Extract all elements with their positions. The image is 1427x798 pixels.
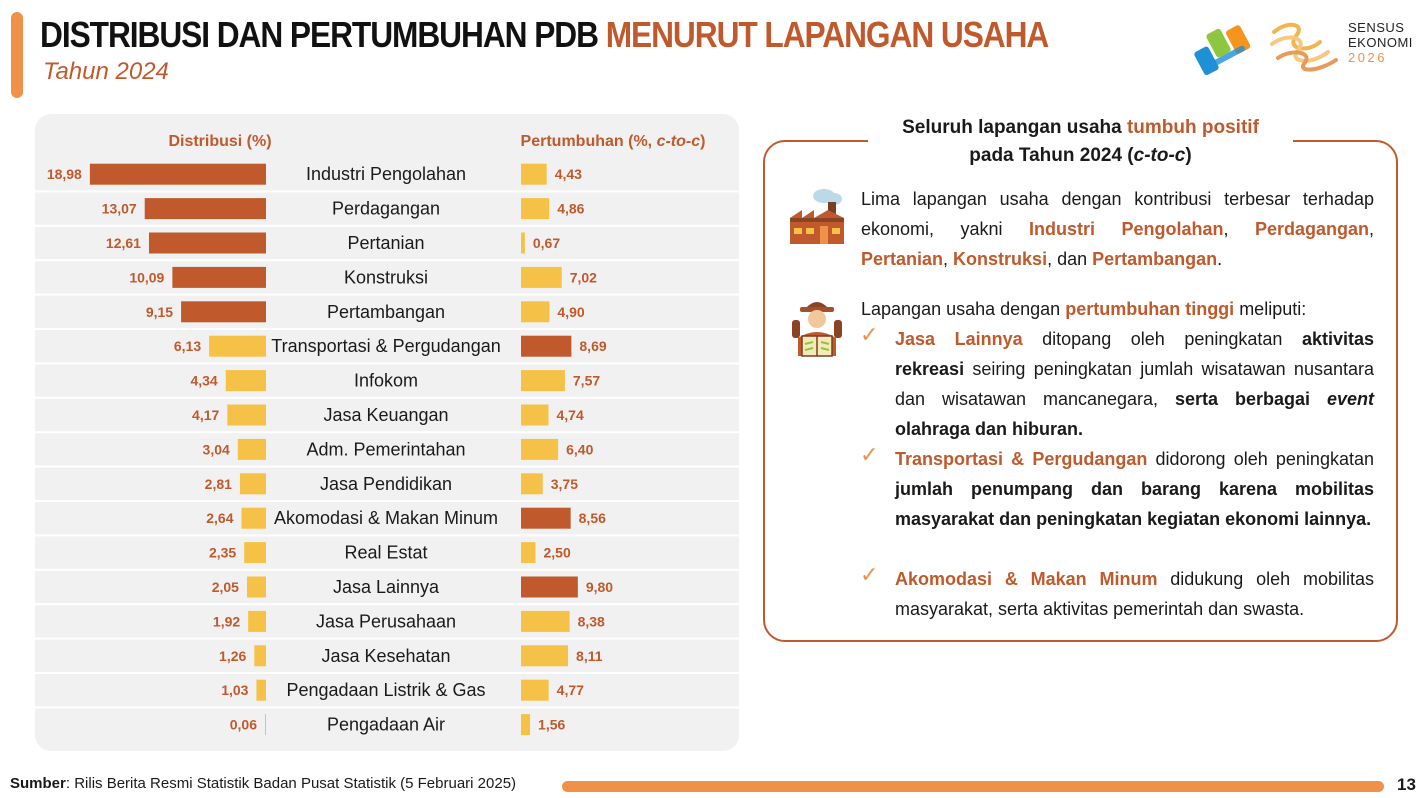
category-label: Jasa Keuangan xyxy=(323,405,449,425)
tourist-icon xyxy=(786,296,848,360)
distribution-bar xyxy=(90,164,266,185)
growth-value-label: 3,75 xyxy=(550,475,578,492)
growth-bar xyxy=(521,645,568,666)
category-label: Pertanian xyxy=(347,233,425,253)
row-divider xyxy=(35,362,739,364)
category-label: Konstruksi xyxy=(343,267,429,288)
bullet-transportasi: Transportasi & Pergudangan didorong oleh peningkatan jumlah penumpang dan barang karena mobilitas masyarakat dan peningkatan kegiatan ekonomi lainnya. xyxy=(895,449,1374,529)
growth-bar xyxy=(521,508,571,529)
page-title: DISTRIBUSI DAN PERTUMBUHAN PDB MENURUT LAPANGAN USAHA xyxy=(40,14,1049,55)
growth-value-label: 4,90 xyxy=(557,303,585,320)
distribution-bar xyxy=(149,233,266,254)
pdb-bar-chart xyxy=(35,114,739,751)
distribution-bar xyxy=(242,508,266,529)
distribution-value-label: 18,98 xyxy=(46,166,82,183)
growth-value-label: 1,56 xyxy=(538,716,566,733)
distribution-value-label: 1,26 xyxy=(219,647,247,664)
row-divider xyxy=(35,259,739,261)
page-number: 13 xyxy=(1397,775,1416,794)
sensus-ekonomi-logo xyxy=(1188,14,1418,76)
category-label: Pertambangan xyxy=(326,301,446,322)
distribution-bar xyxy=(247,577,266,598)
bullet-akomodasi: Akomodasi & Makan Minum didukung oleh mobilitas masyarakat, serta aktivitas pemerintah dan swasta. xyxy=(895,569,1374,619)
distribution-value-label: 1,03 xyxy=(221,682,249,699)
distribution-value-label: 0,06 xyxy=(229,716,257,733)
growth-bar xyxy=(521,439,558,460)
growth-bar xyxy=(521,714,530,735)
row-divider xyxy=(35,603,739,605)
growth-bar xyxy=(521,301,549,322)
title-accent-bar xyxy=(11,12,23,98)
distribution-bar xyxy=(226,370,266,391)
distribution-bar xyxy=(244,542,266,563)
growth-value-label: 7,57 xyxy=(572,372,601,389)
growth-bar xyxy=(521,473,543,494)
distribution-bar xyxy=(209,336,266,357)
growth-value-label: 8,69 xyxy=(579,338,607,355)
bullet-jasa-lainnya: Jasa Lainnya ditopang oleh peningkatan aktivitas rekreasi seiring peningkatan jumlah wisatawan nusantara dan wisatawan mancanegara, serta berbagai event olahraga dan hiburan. xyxy=(895,329,1375,439)
row-divider xyxy=(35,706,739,708)
check-icon: ✓ xyxy=(860,322,879,347)
row-divider xyxy=(35,431,739,433)
chart-panel xyxy=(35,114,739,751)
distribution-bar xyxy=(265,714,266,735)
check-icon: ✓ xyxy=(860,442,879,467)
distribution-bar xyxy=(256,680,266,701)
row-divider xyxy=(35,672,739,674)
growth-bar xyxy=(521,370,565,391)
growth-bar xyxy=(521,680,549,701)
source-note: Sumber: Rilis Berita Resmi Statistik Badan Pusat Statistik (5 Februari 2025) xyxy=(10,775,517,792)
growth-bar xyxy=(521,336,571,357)
row-divider xyxy=(35,190,739,192)
category-label: Jasa Perusahaan xyxy=(315,611,457,632)
distribution-bar xyxy=(145,198,266,219)
distribution-value-label: 6,13 xyxy=(173,338,202,355)
category-label: Real Estat xyxy=(344,542,428,563)
distribution-bar xyxy=(172,267,266,288)
distribution-value-label: 9,15 xyxy=(145,303,174,320)
info-box-title: Seluruh lapangan usaha tumbuh positif pada Tahun 2024 (c-to-c) xyxy=(868,114,1293,170)
distribution-value-label: 2,05 xyxy=(211,579,239,595)
row-divider xyxy=(35,466,739,468)
distribution-bar xyxy=(238,439,266,460)
category-label: Pengadaan Listrik & Gas xyxy=(286,680,486,701)
bps-logo-icon xyxy=(1188,14,1348,76)
growth-value-label: 4,43 xyxy=(554,166,582,183)
growth-bar xyxy=(521,267,562,288)
growth-value-label: 9,80 xyxy=(585,579,614,595)
category-label: Transportasi & Pergudangan xyxy=(271,336,501,357)
logo-line-sensus: SENSUS xyxy=(1348,20,1405,35)
growth-bar xyxy=(521,405,548,426)
category-label: Adm. Pemerintahan xyxy=(306,439,466,460)
growth-value-label: 8,56 xyxy=(578,510,606,527)
growth-value-label: 8,11 xyxy=(576,647,603,664)
category-label: Industri Pengolahan xyxy=(305,164,467,185)
growth-value-label: 8,38 xyxy=(577,613,605,630)
growth-value-label: 4,77 xyxy=(556,682,584,699)
growth-bar xyxy=(521,611,570,632)
row-divider xyxy=(35,569,739,571)
paragraph-high-growth-intro: Lapangan usaha dengan pertumbuhan tinggi meliputi: xyxy=(861,299,1307,319)
page-subtitle: Tahun 2024 xyxy=(43,58,169,85)
growth-value-label: 0,67 xyxy=(532,235,561,251)
growth-bar xyxy=(521,577,578,598)
row-divider xyxy=(35,534,739,536)
category-label: Pengadaan Air xyxy=(326,714,446,735)
row-divider xyxy=(35,638,739,640)
growth-value-label: 6,40 xyxy=(566,441,594,458)
distribution-value-label: 4,34 xyxy=(190,372,218,389)
distribution-value-label: 10,09 xyxy=(129,269,165,286)
category-label: Akomodasi & Makan Minum xyxy=(273,508,499,529)
distribution-value-label: 2,81 xyxy=(204,475,232,492)
factory-icon xyxy=(786,186,848,248)
paragraph-top-contributors: Lima lapangan usaha dengan kontribusi terbesar terhadap ekonomi, yakni Industri Pengolahan, Perdagangan, Pertanian, Konstruksi, dan Pertambangan. xyxy=(861,189,1374,269)
distribution-value-label: 13,07 xyxy=(101,200,137,217)
growth-value-label: 7,02 xyxy=(569,269,597,286)
check-icon: ✓ xyxy=(860,562,879,587)
row-divider xyxy=(35,328,739,330)
distribution-value-label: 4,17 xyxy=(192,407,220,423)
distribution-value-label: 1,92 xyxy=(212,613,241,630)
logo-year: 2026 xyxy=(1348,50,1387,65)
growth-value-label: 4,74 xyxy=(556,407,584,423)
growth-bar xyxy=(521,164,547,185)
distribution-value-label: 3,04 xyxy=(202,441,230,458)
distribution-bar xyxy=(240,473,266,494)
growth-bar xyxy=(521,198,549,219)
distribution-value-label: 2,35 xyxy=(208,544,237,561)
growth-bar xyxy=(521,233,525,254)
row-divider xyxy=(35,397,739,399)
category-label: Jasa Kesehatan xyxy=(321,645,451,666)
distribution-value-label: 12,61 xyxy=(105,235,141,251)
distribution-bar xyxy=(248,611,266,632)
distribution-bar xyxy=(227,405,266,426)
growth-value-label: 2,50 xyxy=(543,544,571,561)
growth-bar xyxy=(521,542,536,563)
row-divider xyxy=(35,294,739,296)
right-axis-header: Pertumbuhan (%, c-to-c) xyxy=(520,133,706,150)
distribution-value-label: 2,64 xyxy=(206,510,234,527)
category-label: Jasa Pendidikan xyxy=(319,473,453,494)
category-label: Infokom xyxy=(353,370,419,391)
left-axis-header: Distribusi (%) xyxy=(168,133,272,150)
footer-bar xyxy=(562,781,1384,792)
growth-value-label: 4,86 xyxy=(557,200,585,217)
logo-line-ekonomi: EKONOMI xyxy=(1348,35,1413,50)
row-divider xyxy=(35,225,739,227)
distribution-bar xyxy=(181,301,266,322)
category-label: Perdagangan xyxy=(331,198,441,219)
category-label: Jasa Lainnya xyxy=(332,577,440,597)
distribution-bar xyxy=(254,645,266,666)
row-divider xyxy=(35,500,739,502)
